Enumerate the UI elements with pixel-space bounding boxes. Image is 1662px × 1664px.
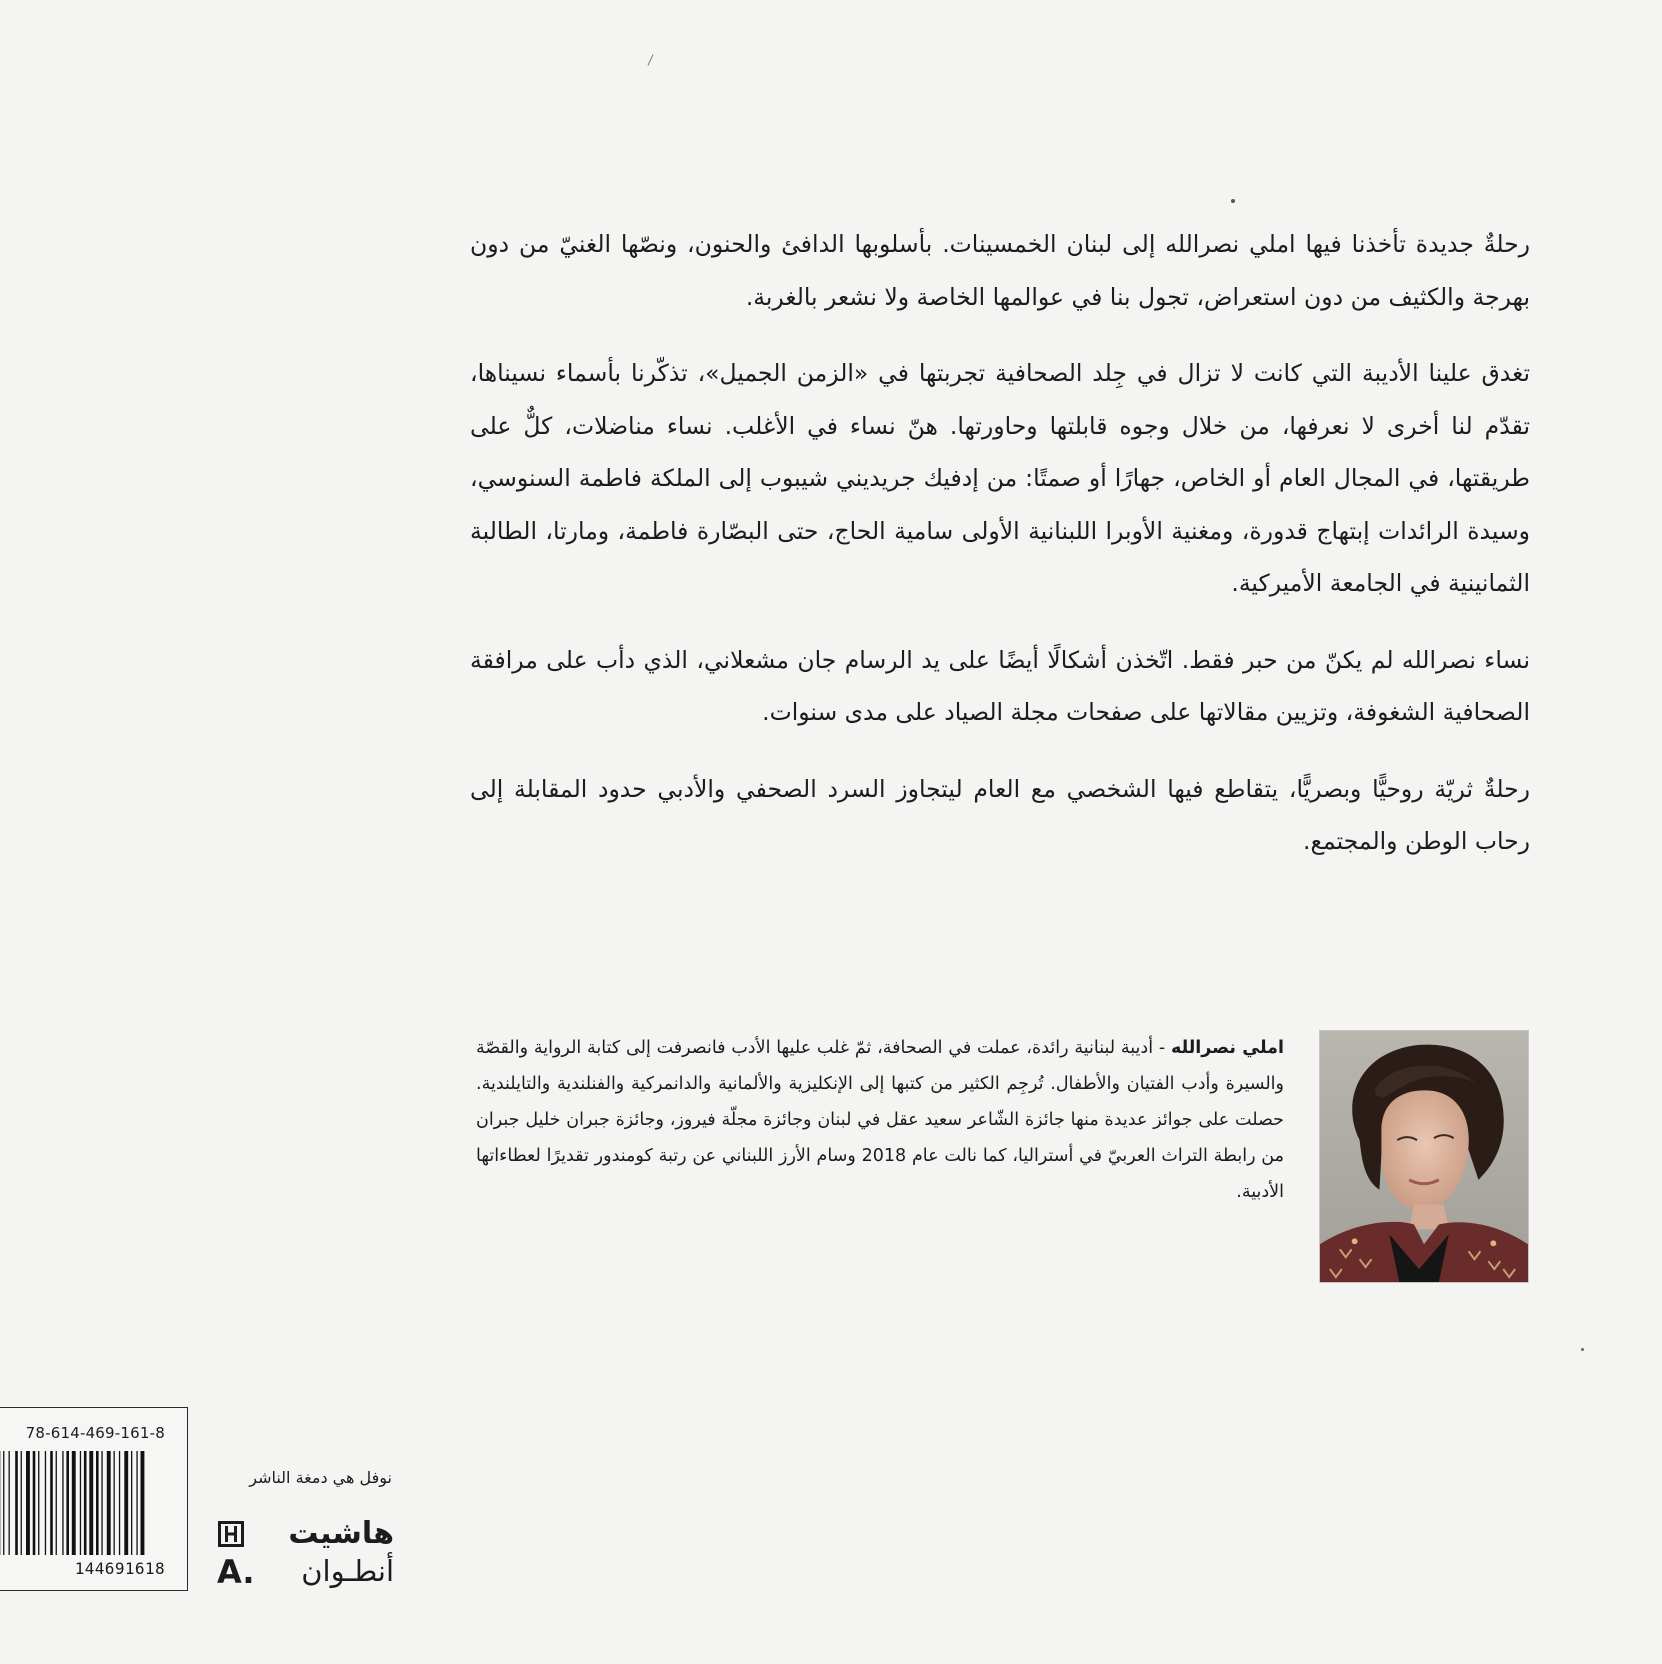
- barcode-bar: [9, 1451, 10, 1555]
- barcode-icon: [0, 1451, 166, 1555]
- isbn-number: 78-614-469-161-8: [25, 1424, 165, 1442]
- ink-dot: [1581, 1348, 1584, 1351]
- author-name: املي نصرالله: [1170, 1038, 1284, 1058]
- barcode-bar: [56, 1451, 57, 1555]
- barcode-bar: [107, 1451, 111, 1555]
- author-bio: [476, 1030, 1284, 1210]
- hachette-logo-icon: [218, 1521, 244, 1547]
- barcode-bar: [131, 1451, 132, 1555]
- barcode-bar: [96, 1451, 99, 1555]
- ink-mark: [648, 54, 654, 65]
- author-bio-text: - أديبة لبنانية رائدة، عملت في الصحافة، ثمّ غلب عليها الأدب فانصرفت إلى كتابة الرواية والقصّة والسيرة وأدب الفتيان والأطفال. تُرجِم الكثير من كتبها إلى الإنكليزية والألمانية والدانمركية والفنلندية والتايلندية. حصلت على جوائز عديدة منها جائزة الشّاعر سعيد عقل في لبنان وجائزة مجلّة فيروز، وجائزة جبران خليل جبران من رابطة التراث العربيّ في أستراليا، كما نالت عام 2018 وسام الأرز اللبناني عن رتبة كومندور تقديرًا لعطاءاتها الأدبية.: [476, 1038, 1284, 1202]
- blurb-paragraph: نساء نصرالله لم يكنّ من حبر فقط. اتّخذن أشكالًا أيضًا على يد الرسام جان مشعلاني، الذي دأب على مرافقة الصحافية الشغوفة، وتزيين مقالاتها على صفحات مجلة الصياد على مدى سنوات.: [470, 645, 1530, 726]
- barcode-bar: [101, 1451, 102, 1555]
- blurb-paragraph: تغدق علينا الأديبة التي كانت لا تزال في جِلد الصحافية تجربتها في «الزمن الجميل»، تذكّرنا بأسماء نسيناها، تقدّم لنا أخرى لا نعرفها، من خلال وجوه قابلتها وحاورتها. هنّ نساء في الأغلب. نساء مناضلات، كلٌّ على طريقتها، في المجال العام أو الخاص، جهارًا أو صمتًا: من إدفيك جريديني شيبوب إلى الملكة فاطمة السنوسي، وسيدة الرائدات إبتهاج قدورة، ومغنية الأوبرا اللبنانية الأولى سامية الحاج، حتى البصّارة فاطمة، ومارتا، الطالبة الثمانينية في الجامعة الأميركية.: [470, 359, 1530, 597]
- barcode-bar: [3, 1451, 4, 1555]
- barcode-bar: [136, 1451, 137, 1555]
- publisher-logo: [214, 1517, 394, 1591]
- barcode-bar: [50, 1451, 53, 1555]
- blurb-paragraph: رحلةٌ ثريّة روحيًّا وبصريًّا، يتقاطع فيها الشخصي مع العام ليتجاوز السرد الصحفي والأدبي حدود المقابلة إلى رحاب الوطن والمجتمع.: [470, 774, 1530, 855]
- barcode-bar: [26, 1451, 30, 1555]
- barcode-bar: [15, 1451, 18, 1555]
- barcode-bar: [66, 1451, 69, 1555]
- barcode-bar: [89, 1451, 93, 1555]
- barcode-digits: 144691618: [74, 1559, 165, 1578]
- barcode-bar: [119, 1451, 120, 1555]
- barcode-bar: [72, 1451, 76, 1555]
- publisher-logo-a-mark: A.: [217, 1553, 255, 1591]
- barcode-bar: [33, 1451, 36, 1555]
- publisher-logo-hachette: هاشيت: [288, 1516, 394, 1551]
- publisher-tagline: نوفل هي دمغة الناشر: [249, 1468, 392, 1487]
- ink-dot: [1231, 199, 1235, 203]
- isbn-barcode-box: [0, 1407, 188, 1591]
- barcode-bar: [84, 1451, 87, 1555]
- barcode-bar: [80, 1451, 81, 1555]
- back-cover-blurb: [470, 218, 1530, 892]
- blurb-paragraph: رحلةٌ جديدة تأخذنا فيها املي نصرالله إلى لبنان الخمسينات. بأسلوبها الدافئ والحنون، ونصّها الغنيّ من دون بهرجة والكثيف من دون استعراض، تجول بنا في عوالمها الخاصة ولا نشعر بالغربة.: [470, 230, 1530, 311]
- author-portrait: [1319, 1030, 1529, 1283]
- barcode-bar: [38, 1451, 39, 1555]
- publisher-logo-antoine: أنطـوان: [301, 1554, 394, 1588]
- barcode-bar: [124, 1451, 128, 1555]
- author-portrait-image: [1320, 1031, 1528, 1282]
- barcode-bar: [62, 1451, 63, 1555]
- barcode-bar: [141, 1451, 145, 1555]
- barcode-bar: [21, 1451, 22, 1555]
- barcode-bar: [114, 1451, 115, 1555]
- barcode-bar: [45, 1451, 46, 1555]
